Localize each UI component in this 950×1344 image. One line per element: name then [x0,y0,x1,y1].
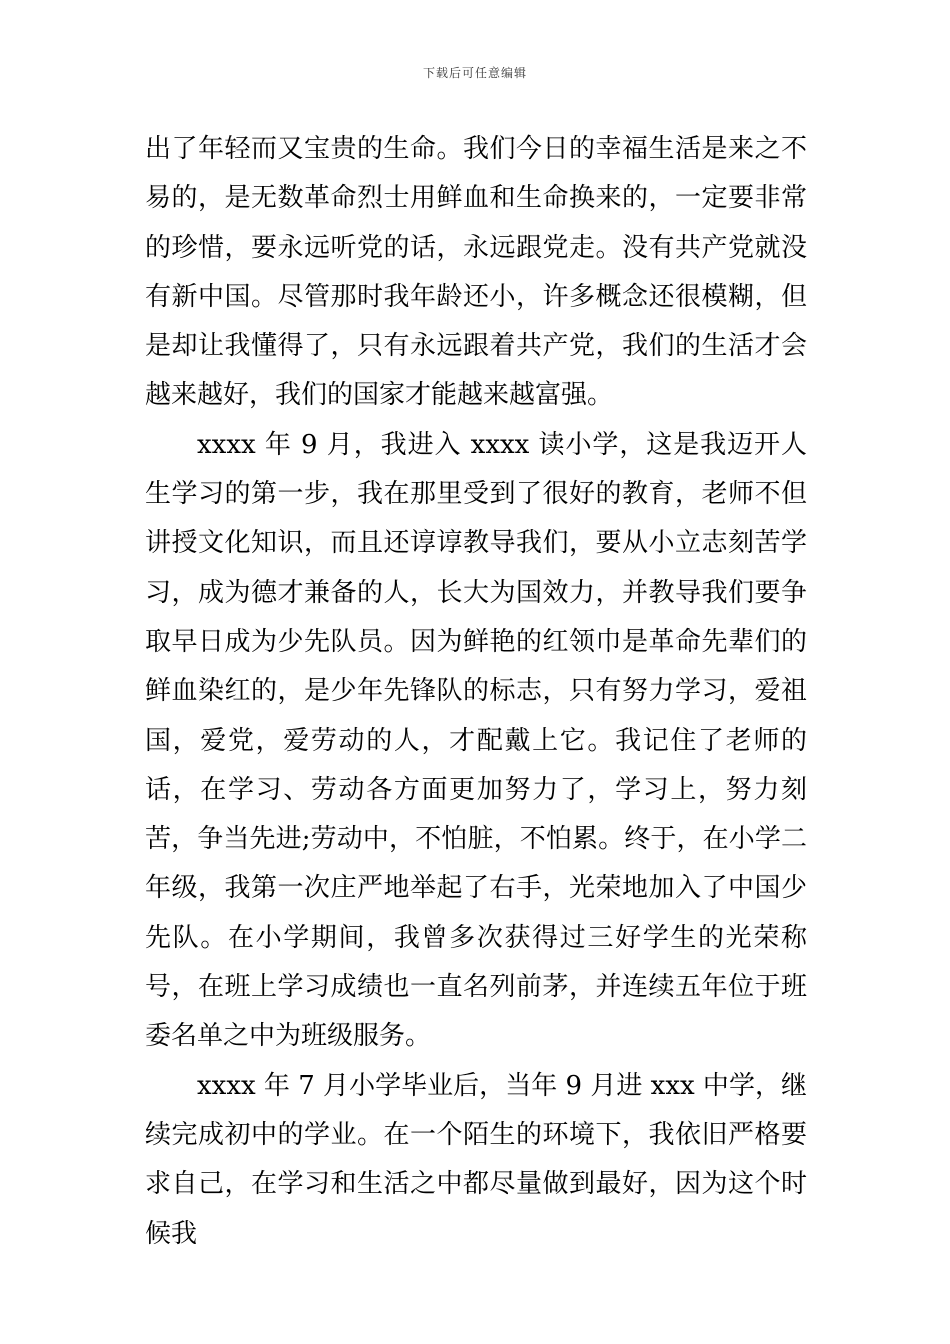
page-header-note: 下载后可任意编辑 [422,66,527,80]
document-body [145,125,807,1259]
paragraph-3: xxxx 年 7 月小学毕业后，当年 9 月进 xxx 中学，继续完成初中的学业。在一个陌生的环境下，我依旧严格要求自己，在学习和生活之中都尽量做到最好，因为这个时候我 [145,1070,807,1249]
paragraph-1: 出了年轻而又宝贵的生命。我们今日的幸福生活是来之不易的，是无数革命烈士用鲜血和生命换来的，一定要非常的珍惜，要永远听党的话，永远跟党走。没有共产党就没有新中国。尽管那时我年龄还小，许多概念还很模糊，但是却让我懂得了，只有永远跟着共产党，我们的生活才会越来越好，我们的国家才能越来越富强。 [145,134,807,411]
paragraph-2: xxxx 年 9 月，我进入 xxxx 读小学，这是我迈开人生学习的第一步，我在那里受到了很好的教育，老师不但讲授文化知识，而且还谆谆教导我们，要从小立志刻苦学习，成为德才兼备的人，长大为国效力，并教导我们要争取早日成为少先队员。因为鲜艳的红领巾是革命先辈们的鲜血染红的，是少年先锋队的标志，只有努力学习，爱祖国，爱党，爱劳动的人，才配戴上它。我记住了老师的话，在学习、劳动各方面更加努力了，学习上，努力刻苦，争当先进;劳动中，不怕脏，不怕累。终于，在小学二年级，我第一次庄严地举起了右手，光荣地加入了中国少先队。在小学期间，我曾多次获得过三好学生的光荣称号，在班上学习成绩也一直名列前茅，并连续五年位于班委名单之中为班级服务。 [145,429,807,1052]
